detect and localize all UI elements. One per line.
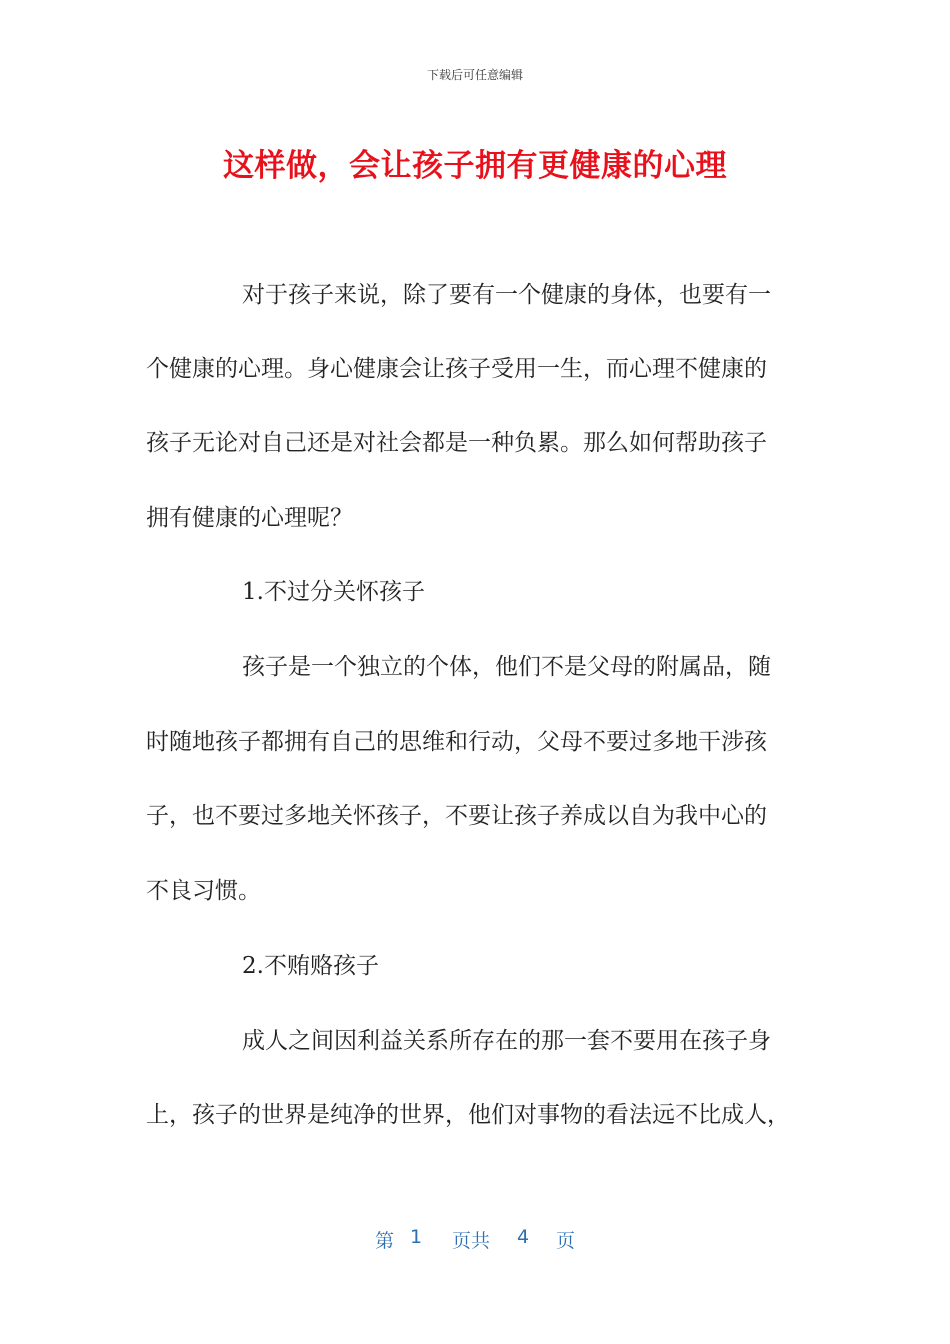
paragraph-line: 子，也不要过多地关怀孩子，不要让孩子养成以自为我中心的 (146, 803, 767, 829)
document-title: 这样做，会让孩子拥有更健康的心理 (223, 148, 727, 184)
paragraph-line: 拥有健康的心理呢？ (146, 505, 353, 531)
paragraph-line: 个健康的心理。身心健康会让孩子受用一生，而心理不健康的 (146, 356, 767, 382)
footer-current-page: 1 (410, 1226, 423, 1248)
footer-ye: 页 (556, 1230, 576, 1252)
paragraph-line: 上，孩子的世界是纯净的世界，他们对事物的看法远不比成人， (146, 1102, 790, 1128)
section-heading: 1.不过分关怀孩子 (242, 579, 425, 605)
footer-ye-gong: 页共 (452, 1230, 491, 1252)
paragraph-line: 不良习惯。 (146, 878, 261, 904)
footer-di: 第 (375, 1230, 395, 1252)
paragraph-line: 孩子无论对自己还是对社会都是一种负累。那么如何帮助孩子 (146, 430, 767, 456)
page-header-note: 下载后可任意编辑 (426, 68, 523, 82)
paragraph-line: 成人之间因利益关系所存在的那一套不要用在孩子身 (242, 1028, 771, 1054)
section-heading: 2.不贿赂孩子 (242, 953, 379, 979)
paragraph-line: 孩子是一个独立的个体，他们不是父母的附属品，随 (242, 654, 771, 680)
footer-total-pages: 4 (517, 1226, 530, 1248)
paragraph-line: 对于孩子来说，除了要有一个健康的身体，也要有一 (242, 282, 771, 308)
paragraph-line: 时随地孩子都拥有自己的思维和行动，父母不要过多地干涉孩 (146, 729, 767, 755)
